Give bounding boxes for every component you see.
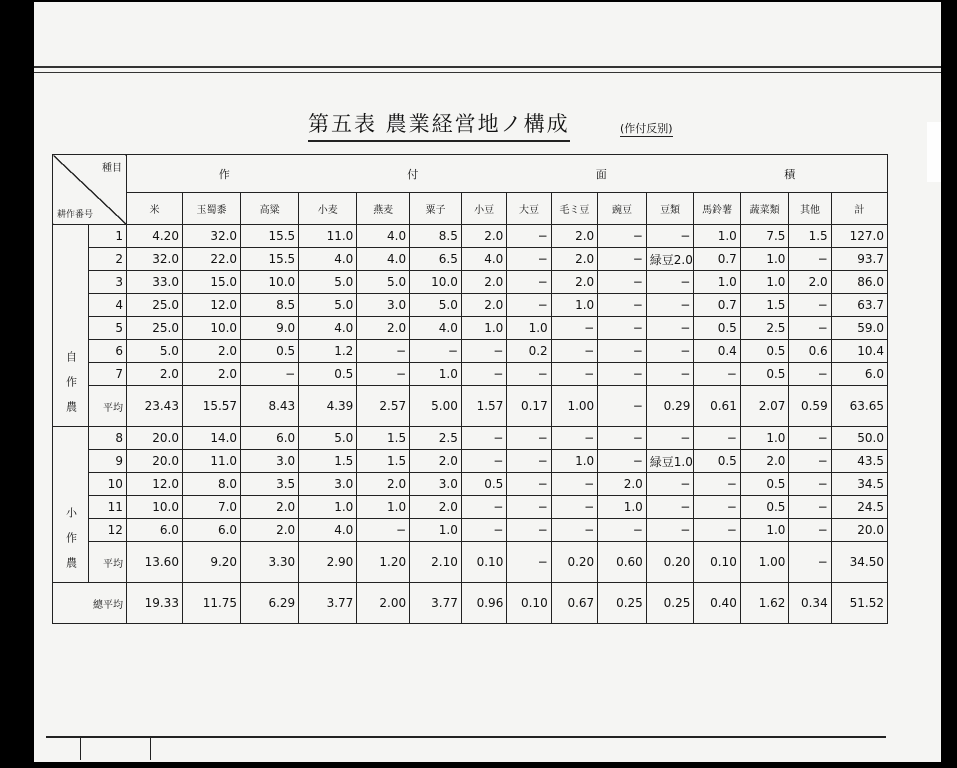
average-cell: 1.20 (357, 542, 410, 583)
data-cell: 15.0 (182, 271, 240, 294)
data-cell: − (507, 248, 551, 271)
data-cell: − (461, 340, 506, 363)
data-cell: 2.0 (551, 271, 597, 294)
average-row (53, 386, 888, 427)
data-cell: 1.5 (299, 450, 357, 473)
data-cell: − (789, 473, 831, 496)
average-cell: 0.59 (789, 386, 831, 427)
data-cell: − (694, 363, 740, 386)
corner-bottom-label: 耕作番号 (57, 210, 94, 220)
data-cell: 2.0 (357, 317, 410, 340)
group-header-char: 積 (784, 167, 796, 181)
data-cell: 1.0 (598, 496, 647, 519)
data-cell: 15.5 (241, 248, 299, 271)
data-cell: 6.0 (182, 519, 240, 542)
data-cell: 33.0 (126, 271, 182, 294)
data-cell: 10.0 (410, 271, 462, 294)
data-cell: 6.0 (241, 427, 299, 450)
data-cell: 6.0 (126, 519, 182, 542)
header-group-row (53, 155, 888, 193)
data-cell: 3.5 (241, 473, 299, 496)
data-cell: 5.0 (299, 427, 357, 450)
data-cell: 0.5 (694, 317, 740, 340)
data-cell: 7.5 (740, 225, 789, 248)
data-cell: 1.0 (507, 317, 551, 340)
column-header: 其他 (789, 193, 831, 225)
data-cell: − (646, 271, 694, 294)
group-header-char: 付 (407, 167, 419, 181)
data-cell: − (551, 317, 597, 340)
column-header: 豌豆 (598, 193, 647, 225)
average-label: 平均 (88, 542, 126, 583)
data-cell: 10.4 (831, 340, 887, 363)
total-cell: 0.25 (646, 583, 694, 624)
average-cell: 63.65 (831, 386, 887, 427)
total-cell: 51.52 (831, 583, 887, 624)
data-cell: − (461, 427, 506, 450)
data-cell: 2.0 (789, 271, 831, 294)
table-row (53, 519, 888, 542)
data-cell: 2.5 (410, 427, 462, 450)
data-cell: 63.7 (831, 294, 887, 317)
lower-table-tick (150, 736, 151, 760)
data-cell: 8.5 (410, 225, 462, 248)
data-cell: 2.0 (461, 271, 506, 294)
column-header: 玉蜀黍 (182, 193, 240, 225)
data-cell: 2.0 (357, 473, 410, 496)
data-cell: 緑豆1.0 (646, 450, 694, 473)
data-cell: 59.0 (831, 317, 887, 340)
average-cell: 0.61 (694, 386, 740, 427)
data-cell: 1.0 (740, 271, 789, 294)
data-cell: − (598, 427, 647, 450)
data-cell: 2.0 (182, 363, 240, 386)
data-cell: − (646, 294, 694, 317)
data-cell: 1.0 (410, 519, 462, 542)
data-cell: − (789, 427, 831, 450)
data-cell: 22.0 (182, 248, 240, 271)
average-label: 平均 (88, 386, 126, 427)
data-cell: 1.0 (694, 271, 740, 294)
data-cell: 4.0 (299, 317, 357, 340)
data-cell: 1.5 (789, 225, 831, 248)
average-cell: 0.17 (507, 386, 551, 427)
data-cell: 50.0 (831, 427, 887, 450)
row-number: 2 (88, 248, 126, 271)
data-cell: 0.7 (694, 248, 740, 271)
data-cell: 93.7 (831, 248, 887, 271)
data-cell: − (646, 225, 694, 248)
data-cell: 0.2 (507, 340, 551, 363)
column-header: 馬鈴薯 (694, 193, 740, 225)
data-cell: 0.5 (740, 363, 789, 386)
data-cell: − (694, 427, 740, 450)
data-cell: 25.0 (126, 294, 182, 317)
data-cell: − (410, 340, 462, 363)
data-cell: 25.0 (126, 317, 182, 340)
data-cell: 0.5 (299, 363, 357, 386)
column-header: 小豆 (461, 193, 506, 225)
data-cell: 43.5 (831, 450, 887, 473)
data-cell: 20.0 (831, 519, 887, 542)
total-cell: 0.25 (598, 583, 647, 624)
table-row (53, 271, 888, 294)
column-header: 毛ミ豆 (551, 193, 597, 225)
data-cell: − (789, 294, 831, 317)
total-cell: 0.34 (789, 583, 831, 624)
average-cell: 8.43 (241, 386, 299, 427)
data-cell: 0.5 (740, 340, 789, 363)
data-cell: 1.0 (410, 363, 462, 386)
data-cell: − (598, 363, 647, 386)
group-header (126, 155, 887, 193)
data-cell: − (789, 248, 831, 271)
total-cell: 11.75 (182, 583, 240, 624)
average-cell: 13.60 (126, 542, 182, 583)
data-cell: 1.0 (299, 496, 357, 519)
group-header-char: 作 (218, 167, 230, 181)
corner-header-cell (53, 155, 127, 225)
data-cell: 緑豆2.0 (646, 248, 694, 271)
row-number: 11 (88, 496, 126, 519)
data-cell: − (551, 363, 597, 386)
row-number: 12 (88, 519, 126, 542)
average-cell: 1.00 (740, 542, 789, 583)
data-cell: 2.0 (410, 450, 462, 473)
data-cell: 2.0 (740, 450, 789, 473)
data-cell: − (507, 427, 551, 450)
average-cell: 4.39 (299, 386, 357, 427)
data-cell: − (789, 496, 831, 519)
average-cell: 2.10 (410, 542, 462, 583)
average-cell: 0.20 (551, 542, 597, 583)
average-cell: 1.57 (461, 386, 506, 427)
data-cell: − (507, 225, 551, 248)
data-cell: − (507, 363, 551, 386)
column-header: 燕麦 (357, 193, 410, 225)
data-cell: − (507, 496, 551, 519)
row-number: 1 (88, 225, 126, 248)
lower-table-tick (80, 736, 81, 760)
data-cell: − (598, 450, 647, 473)
column-header: 豆類 (646, 193, 694, 225)
average-cell: 0.10 (461, 542, 506, 583)
column-header-row (53, 193, 888, 225)
data-cell: 20.0 (126, 427, 182, 450)
average-cell: 0.10 (694, 542, 740, 583)
data-cell: 34.5 (831, 473, 887, 496)
row-number: 7 (88, 363, 126, 386)
data-cell: − (646, 427, 694, 450)
data-cell: − (241, 363, 299, 386)
data-cell: 11.0 (299, 225, 357, 248)
data-cell: 2.0 (598, 473, 647, 496)
group-label-cell: 小作農 (53, 427, 89, 583)
average-cell: − (789, 542, 831, 583)
table-row (53, 225, 888, 248)
data-cell: 4.0 (357, 248, 410, 271)
data-cell: − (551, 519, 597, 542)
column-header: 計 (831, 193, 887, 225)
data-cell: − (551, 340, 597, 363)
data-cell: 4.0 (357, 225, 410, 248)
average-cell: 5.00 (410, 386, 462, 427)
data-cell: − (646, 519, 694, 542)
data-cell: 14.0 (182, 427, 240, 450)
group-header-char: 面 (595, 167, 607, 181)
data-cell: 3.0 (299, 473, 357, 496)
average-cell: 23.43 (126, 386, 182, 427)
total-row (53, 583, 888, 624)
data-cell: 8.0 (182, 473, 240, 496)
total-cell: 0.67 (551, 583, 597, 624)
column-header: 高粱 (241, 193, 299, 225)
table-row (53, 427, 888, 450)
table-row (53, 340, 888, 363)
average-cell: 9.20 (182, 542, 240, 583)
data-cell: − (694, 519, 740, 542)
data-cell: 10.0 (126, 496, 182, 519)
average-cell: 3.30 (241, 542, 299, 583)
average-cell: 1.00 (551, 386, 597, 427)
lower-table-border (46, 736, 886, 738)
data-cell: 6.0 (831, 363, 887, 386)
data-cell: 86.0 (831, 271, 887, 294)
data-cell: 1.0 (551, 294, 597, 317)
data-cell: 2.0 (551, 248, 597, 271)
data-cell: − (789, 317, 831, 340)
data-cell: 6.5 (410, 248, 462, 271)
data-cell: 0.5 (740, 473, 789, 496)
row-number: 8 (88, 427, 126, 450)
data-cell: − (646, 363, 694, 386)
margin-marks (927, 122, 941, 182)
row-number: 4 (88, 294, 126, 317)
data-cell: 0.6 (789, 340, 831, 363)
data-cell: 5.0 (126, 340, 182, 363)
data-cell: 0.5 (694, 450, 740, 473)
data-cell: − (357, 519, 410, 542)
total-cell: 0.40 (694, 583, 740, 624)
data-cell: 11.0 (182, 450, 240, 473)
average-cell: 34.50 (831, 542, 887, 583)
data-cell: 12.0 (126, 473, 182, 496)
group-label-cell: 自作農 (53, 225, 89, 427)
data-cell: − (461, 519, 506, 542)
data-cell: 3.0 (357, 294, 410, 317)
data-cell: − (646, 340, 694, 363)
total-label: 總平均 (53, 583, 127, 624)
data-cell: − (461, 450, 506, 473)
data-cell: 2.0 (241, 496, 299, 519)
page-title: 第五表 農業経営地ノ構成 (308, 108, 570, 142)
data-cell: − (461, 363, 506, 386)
column-header: 粟子 (410, 193, 462, 225)
data-cell: 0.5 (740, 496, 789, 519)
data-cell: 2.5 (740, 317, 789, 340)
data-cell: − (598, 248, 647, 271)
data-cell: − (507, 519, 551, 542)
data-cell: 8.5 (241, 294, 299, 317)
data-cell: 2.0 (182, 340, 240, 363)
data-cell: 0.5 (461, 473, 506, 496)
data-cell: 5.0 (410, 294, 462, 317)
average-cell: 2.90 (299, 542, 357, 583)
data-cell: 12.0 (182, 294, 240, 317)
data-cell: − (598, 271, 647, 294)
data-cell: 1.0 (461, 317, 506, 340)
data-cell: 0.4 (694, 340, 740, 363)
data-cell: 5.0 (357, 271, 410, 294)
data-cell: 10.0 (241, 271, 299, 294)
total-cell: 2.00 (357, 583, 410, 624)
data-cell: − (646, 473, 694, 496)
table-row (53, 317, 888, 340)
data-cell: − (598, 294, 647, 317)
column-header: 米 (126, 193, 182, 225)
data-cell: − (598, 225, 647, 248)
table-row (53, 363, 888, 386)
corner-top-label: 種目 (101, 163, 122, 174)
data-cell: 1.0 (740, 248, 789, 271)
column-header: 大豆 (507, 193, 551, 225)
data-cell: 15.5 (241, 225, 299, 248)
data-cell: − (694, 473, 740, 496)
average-cell: − (507, 542, 551, 583)
average-cell: 15.57 (182, 386, 240, 427)
average-cell: − (598, 386, 647, 427)
data-cell: − (507, 473, 551, 496)
average-cell: 2.07 (740, 386, 789, 427)
table-row (53, 248, 888, 271)
row-number: 3 (88, 271, 126, 294)
data-cell: 10.0 (182, 317, 240, 340)
data-cell: 5.0 (299, 294, 357, 317)
data-cell: − (598, 519, 647, 542)
total-cell: 19.33 (126, 583, 182, 624)
data-cell: − (598, 317, 647, 340)
data-cell: 0.7 (694, 294, 740, 317)
data-cell: 0.5 (241, 340, 299, 363)
average-row (53, 542, 888, 583)
data-cell: 24.5 (831, 496, 887, 519)
data-cell: 2.0 (461, 225, 506, 248)
data-cell: − (507, 271, 551, 294)
total-cell: 1.62 (740, 583, 789, 624)
data-cell: 2.0 (126, 363, 182, 386)
data-cell: 5.0 (299, 271, 357, 294)
data-cell: 127.0 (831, 225, 887, 248)
data-cell: − (551, 496, 597, 519)
data-cell: − (551, 427, 597, 450)
data-cell: 4.20 (126, 225, 182, 248)
total-cell: 0.96 (461, 583, 506, 624)
data-cell: 1.0 (694, 225, 740, 248)
data-cell: 1.5 (740, 294, 789, 317)
data-cell: 4.0 (410, 317, 462, 340)
data-cell: 9.0 (241, 317, 299, 340)
data-cell: 1.2 (299, 340, 357, 363)
average-cell: 0.20 (646, 542, 694, 583)
page-subtitle: (作付反别) (620, 122, 673, 135)
column-header: 蔬菜類 (740, 193, 789, 225)
data-cell: − (357, 340, 410, 363)
average-cell: 0.60 (598, 542, 647, 583)
data-cell: 4.0 (299, 519, 357, 542)
row-number: 9 (88, 450, 126, 473)
data-cell: − (507, 294, 551, 317)
total-cell: 3.77 (410, 583, 462, 624)
row-number: 5 (88, 317, 126, 340)
data-cell: 2.0 (551, 225, 597, 248)
data-table (52, 154, 888, 624)
table-row (53, 496, 888, 519)
data-cell: 1.0 (740, 519, 789, 542)
data-cell: 2.0 (461, 294, 506, 317)
data-cell: − (646, 317, 694, 340)
total-cell: 0.10 (507, 583, 551, 624)
data-cell: 3.0 (241, 450, 299, 473)
data-cell: 32.0 (182, 225, 240, 248)
data-cell: 2.0 (241, 519, 299, 542)
row-number: 10 (88, 473, 126, 496)
table-row (53, 450, 888, 473)
data-cell: 2.0 (410, 496, 462, 519)
data-cell: 20.0 (126, 450, 182, 473)
data-cell: − (551, 473, 597, 496)
page-rule (34, 66, 941, 68)
data-cell: − (507, 450, 551, 473)
row-number: 6 (88, 340, 126, 363)
table-row (53, 294, 888, 317)
data-cell: − (789, 450, 831, 473)
column-header: 小麦 (299, 193, 357, 225)
data-cell: − (357, 363, 410, 386)
data-cell: − (694, 496, 740, 519)
data-cell: 7.0 (182, 496, 240, 519)
data-cell: 1.5 (357, 450, 410, 473)
data-cell: − (646, 496, 694, 519)
data-cell: 1.0 (740, 427, 789, 450)
data-cell: − (789, 519, 831, 542)
page-rule (34, 72, 941, 73)
data-cell: 1.0 (357, 496, 410, 519)
total-cell: 3.77 (299, 583, 357, 624)
data-cell: − (461, 496, 506, 519)
data-cell: 4.0 (461, 248, 506, 271)
data-cell: 32.0 (126, 248, 182, 271)
average-cell: 0.29 (646, 386, 694, 427)
data-cell: 4.0 (299, 248, 357, 271)
data-cell: 1.0 (551, 450, 597, 473)
table-row (53, 473, 888, 496)
data-cell: 3.0 (410, 473, 462, 496)
data-cell: − (598, 340, 647, 363)
data-cell: 1.5 (357, 427, 410, 450)
average-cell: 2.57 (357, 386, 410, 427)
total-cell: 6.29 (241, 583, 299, 624)
data-cell: − (789, 363, 831, 386)
